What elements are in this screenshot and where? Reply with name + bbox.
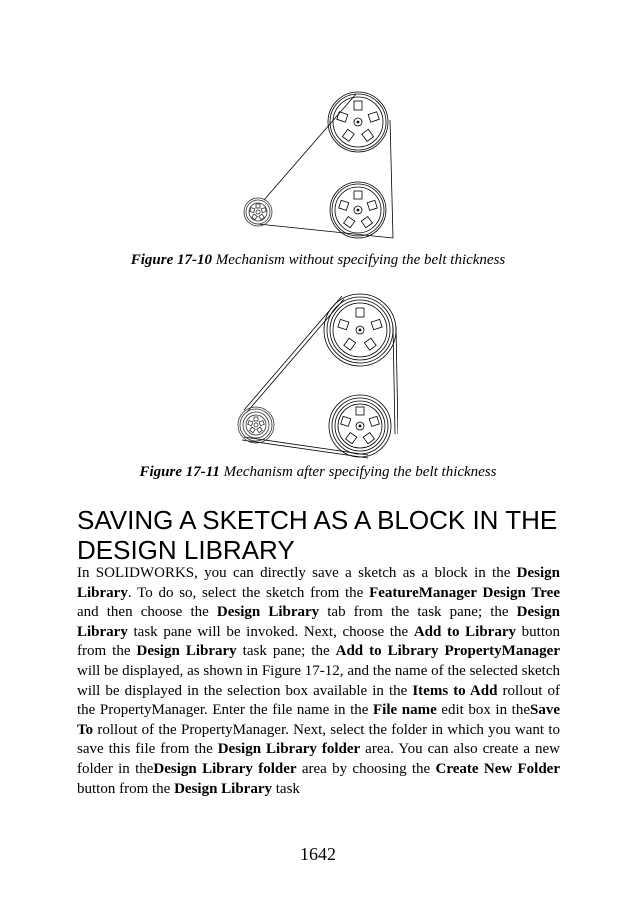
bold-term: Design Library: [216, 604, 320, 621]
text-run: area by choosing the: [296, 760, 436, 777]
bold-term: Add to Library: [413, 623, 516, 640]
text-run: tab from the task pane; the: [319, 604, 517, 621]
belt-line-left-inner: [247, 299, 344, 412]
bottom-pulley: [330, 182, 386, 238]
bottom-pulley: [329, 395, 391, 457]
text-run: task pane will be invoked. Next, choose the: [127, 623, 414, 640]
small-pulley: [238, 407, 274, 443]
text-run: will be displayed, as shown in Figure 17-12, and the name of the selected sketch will be displayed in the selection box available in the: [77, 662, 560, 699]
bold-term: File name: [373, 702, 437, 719]
section-heading: SAVING A SKETCH AS A BLOCK IN THE DESIGN LIBRARY: [77, 505, 558, 565]
belt-line-right-outer: [396, 326, 398, 434]
bold-term: Design Library folder: [153, 760, 297, 777]
text-run: rollout of the PropertyManager. Enter the file name in the: [77, 682, 560, 719]
bold-term: Design Library: [77, 565, 560, 601]
figure-label: Figure 17-10: [130, 252, 212, 268]
bold-term: Items to Add: [412, 682, 498, 699]
figure-17-10-mechanism: [238, 86, 398, 246]
bold-term: FeatureManager Design Tree: [369, 584, 560, 601]
body-paragraph: [77, 564, 560, 799]
text-run: In SOLIDWORKS, you can directly save a sketch as a block in the: [77, 565, 517, 581]
bold-term: Save To: [77, 702, 560, 738]
text-run: . To do so, select the sketch from the: [127, 584, 370, 601]
text-run: rollout of the PropertyManager. Next, select the folder in which you want to save this file from the: [77, 721, 560, 758]
bold-term: Design Library folder: [217, 741, 361, 758]
belt-line-right: [390, 120, 393, 238]
text-run: area. You can also create a new folder in the: [77, 741, 560, 777]
bold-term: Design Library: [174, 780, 272, 797]
belt-line-left: [264, 94, 356, 200]
page-number: 1642: [300, 844, 336, 864]
bold-term: Design Library: [77, 604, 560, 640]
bold-term: Create New Folder: [435, 760, 560, 777]
top-pulley: [328, 92, 388, 152]
small-pulley: [244, 198, 272, 226]
bold-term: Design Library: [136, 643, 237, 660]
text-run: task pane; the: [236, 643, 336, 660]
figure-caption-text: Mechanism after specifying the belt thickness: [223, 464, 497, 480]
figure-caption-text: Mechanism without specifying the belt thickness: [215, 252, 506, 268]
bold-term: Add to Library PropertyManager: [335, 643, 560, 660]
text-run: button from the: [77, 780, 175, 797]
text-run: task: [272, 780, 300, 797]
text-run: and then choose the: [77, 604, 217, 621]
figure-label: Figure 17-11: [139, 464, 220, 480]
figure-17-11-mechanism: [234, 290, 398, 460]
belt-line-left-outer: [244, 296, 342, 410]
text-run: button from the: [77, 623, 561, 660]
text-run: edit box in the: [436, 702, 530, 719]
figure-17-11-caption: [0, 464, 636, 481]
figure-17-10-caption: [0, 252, 636, 269]
top-pulley: [324, 294, 396, 366]
